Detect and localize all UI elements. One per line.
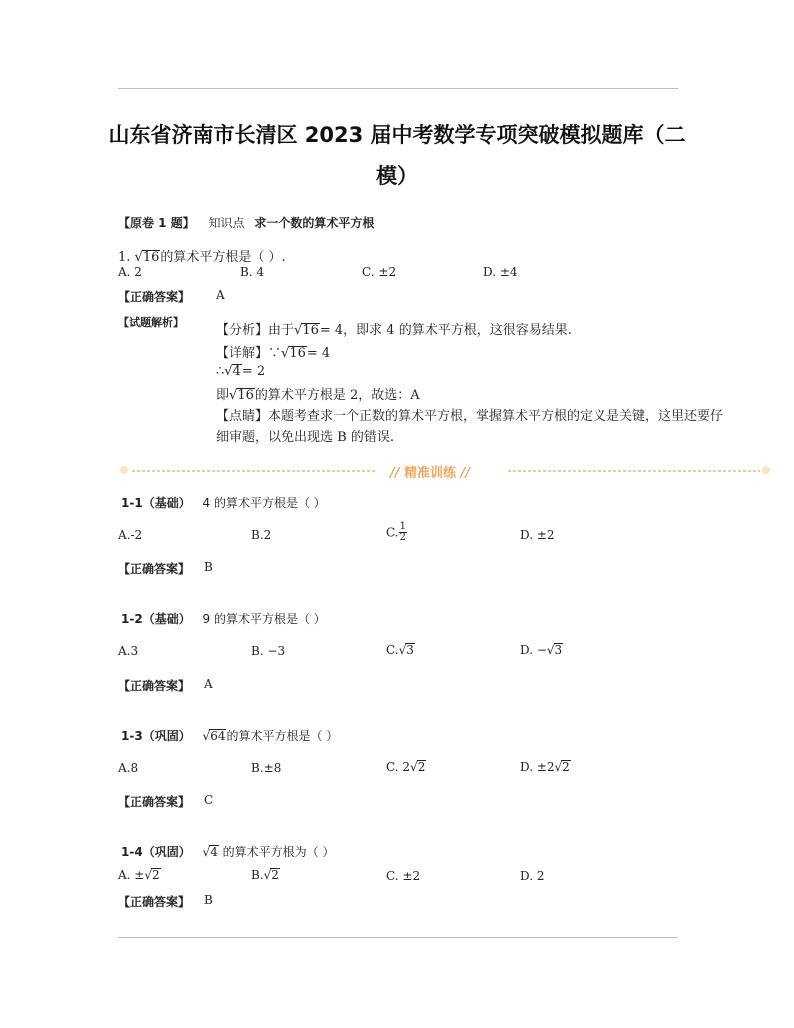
sqrt-3: √3 [546,643,563,657]
option-d: D. ±2 [520,528,555,542]
banner-line-right [508,470,760,472]
sqrt-2: √2 [410,760,426,774]
answer-label: 【正确答案】 [118,290,191,304]
analysis-line-2: 【详解】∵√16= 4 [216,346,331,361]
practice-question-1-2: 1-2（基础） 9 的算术平方根是（ ） [121,612,326,626]
banner-slash-icon: // [390,466,400,481]
option-d: D. −√3 [520,643,563,657]
option-b: B. −3 [251,644,286,658]
option-c: C. 2√2 [386,760,426,774]
knowledge-text: 求一个数的算术平方根 [254,216,375,230]
sqrt-16: √16 [229,388,254,403]
option-a: A.8 [118,761,139,775]
page-title-line-1: 山东省济南市长清区 2023 届中考数学专项突破模拟题库（二 [108,123,686,147]
option-a: A. 2 [118,265,142,279]
question-header [118,214,374,231]
banner-slash-icon: // [460,466,471,481]
analysis-line-3: ∴√4= 2 [216,364,266,379]
answer-value: B [204,560,213,574]
answer-label: 【正确答案】 [118,795,191,809]
answer-value: A [216,288,225,302]
banner-dot-left [120,466,128,474]
knowledge-label: 知识点 [208,216,245,230]
option-c: C. ±2 [386,869,421,883]
option-d: D. ±2√2 [520,760,570,774]
practice-question-1-3: 1-3（巩固） √64的算术平方根是（ ） [121,729,339,743]
sqrt-4: √4 [202,845,218,859]
option-b: B.√2 [251,868,279,882]
question-number: 1. [118,250,131,265]
option-b: B.2 [251,528,272,542]
option-d: D. ±4 [483,265,518,279]
sqrt-2: √2 [263,868,279,882]
option-b: B.±8 [251,761,282,775]
top-rule [118,88,678,89]
sqrt-3: √3 [398,643,414,657]
practice-question-1-1: 1-1（基础） 4 的算术平方根是（ ） [121,496,326,510]
question-stem [118,246,286,265]
sqrt-2: √2 [554,760,570,774]
analysis-line-5: 【点睛】本题考查求一个正数的算术平方根，掌握算术平方根的定义是关键，这里还要仔 [216,409,724,424]
sqrt-4: √4 [224,364,241,379]
sqrt-2: √2 [144,868,160,882]
option-a: A. ±√2 [118,868,160,882]
banner-dot-right [762,466,770,474]
option-a: A.3 [118,644,139,658]
sqrt-16: √16 [294,323,319,338]
practice-question-1-4: 1-4（巩固） √4 的算术平方根为（ ） [121,845,335,859]
question-text: 的算术平方根是（ ）. [160,250,286,265]
analysis-label: 【试题解析】 [118,316,184,329]
page-title-line-2: 模） [376,164,418,188]
answer-label: 【正确答案】 [118,679,191,693]
fraction-one-half: $\frac{1}{2}$ [399,521,406,543]
option-c: C. $\frac{1}{2}$ [386,521,406,543]
option-a: A.-2 [118,528,143,542]
answer-value: C [204,793,214,807]
answer-label: 【正确答案】 [118,895,191,909]
option-d: D. 2 [520,869,545,883]
answer-value: A [204,677,213,691]
section-banner: // 精准训练 // [390,466,471,481]
answer-value: B [204,893,213,907]
sqrt-16: √16 [281,346,306,361]
answer-label: 【正确答案】 [118,562,191,576]
sqrt-16: √16 [134,250,160,265]
option-c: C.√3 [386,643,414,657]
banner-line-left [132,470,376,472]
bottom-rule [118,937,678,938]
option-c: C. ±2 [362,265,397,279]
original-tag: 【原卷 1 题】 [118,216,195,230]
analysis-line-1: 【分析】由于√16= 4，即求 4 的算术平方根，这很容易结果. [216,323,572,338]
analysis-line-6: 细审题，以免出现选 B 的错误. [216,430,394,445]
sqrt-64: √64 [202,729,226,743]
option-b: B. 4 [240,265,265,279]
analysis-line-4: 即√16的算术平方根是 2，故选：A [216,388,420,403]
